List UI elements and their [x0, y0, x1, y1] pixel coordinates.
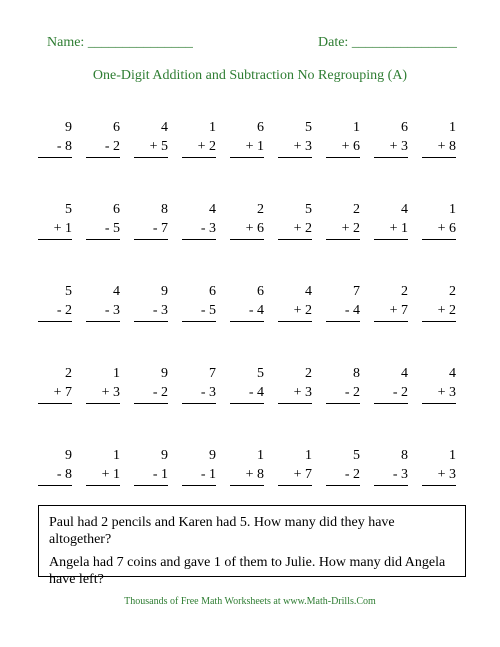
top-number: 8	[401, 448, 408, 463]
top-number: 9	[209, 448, 216, 463]
problem	[38, 364, 72, 404]
operator-number: + 2	[278, 301, 312, 322]
operator-number: - 2	[38, 301, 72, 322]
problem	[86, 446, 120, 486]
problem-row	[0, 446, 500, 496]
top-number: 5	[257, 366, 264, 381]
operator-number: + 3	[374, 137, 408, 158]
problem	[374, 446, 408, 486]
problem	[278, 118, 312, 158]
operator-number: + 2	[326, 219, 360, 240]
top-number: 7	[209, 366, 216, 381]
top-number: 6	[257, 120, 264, 135]
top-number: 6	[113, 202, 120, 217]
operator-number: + 5	[134, 137, 168, 158]
problem	[422, 446, 456, 486]
top-number: 9	[161, 284, 168, 299]
top-number: 1	[113, 366, 120, 381]
problem	[374, 200, 408, 240]
problem	[182, 200, 216, 240]
problem	[230, 200, 264, 240]
problem-row	[0, 118, 500, 168]
top-number: 9	[161, 366, 168, 381]
top-number: 4	[161, 120, 168, 135]
operator-number: + 6	[422, 219, 456, 240]
problem	[38, 282, 72, 322]
top-number: 4	[449, 366, 456, 381]
top-number: 8	[161, 202, 168, 217]
operator-number: + 8	[422, 137, 456, 158]
operator-number: - 8	[38, 137, 72, 158]
problem	[230, 282, 264, 322]
problem	[86, 282, 120, 322]
problem	[38, 200, 72, 240]
top-number: 6	[257, 284, 264, 299]
top-number: 2	[305, 366, 312, 381]
word-problem: Paul had 2 pencils and Karen had 5. How many did they have altogether?	[49, 515, 395, 547]
top-number: 2	[401, 284, 408, 299]
operator-number: + 3	[86, 383, 120, 404]
operator-number: + 3	[422, 465, 456, 486]
operator-number: - 1	[182, 465, 216, 486]
top-number: 9	[161, 448, 168, 463]
problem	[326, 364, 360, 404]
problem	[374, 364, 408, 404]
top-number: 6	[401, 120, 408, 135]
operator-number: + 1	[374, 219, 408, 240]
problem	[182, 364, 216, 404]
operator-number: + 6	[326, 137, 360, 158]
top-number: 6	[209, 284, 216, 299]
operator-number: + 7	[374, 301, 408, 322]
operator-number: - 4	[230, 383, 264, 404]
problem	[278, 282, 312, 322]
problem	[422, 118, 456, 158]
problem	[134, 446, 168, 486]
top-number: 4	[401, 202, 408, 217]
operator-number: + 3	[278, 137, 312, 158]
problem	[134, 200, 168, 240]
operator-number: - 3	[182, 219, 216, 240]
footer-text: Thousands of Free Math Worksheets at www.Math-Drills.Com	[124, 596, 376, 607]
problem	[278, 364, 312, 404]
operator-number: + 1	[230, 137, 264, 158]
operator-number: - 3	[182, 383, 216, 404]
problem	[38, 118, 72, 158]
problem	[230, 364, 264, 404]
top-number: 2	[449, 284, 456, 299]
problem	[326, 200, 360, 240]
top-number: 1	[449, 202, 456, 217]
problem	[230, 446, 264, 486]
top-number: 5	[353, 448, 360, 463]
problem	[422, 282, 456, 322]
problem	[182, 118, 216, 158]
problem	[230, 118, 264, 158]
word-problem: Angela had 7 coins and gave 1 of them to Julie. How many did Angela have left?	[49, 555, 446, 587]
operator-number: + 3	[278, 383, 312, 404]
problem	[182, 446, 216, 486]
problem	[326, 282, 360, 322]
operator-number: + 2	[278, 219, 312, 240]
top-number: 4	[113, 284, 120, 299]
operator-number: - 8	[38, 465, 72, 486]
operator-number: - 2	[86, 137, 120, 158]
problem	[182, 282, 216, 322]
top-number: 4	[209, 202, 216, 217]
problem	[134, 282, 168, 322]
top-number: 1	[209, 120, 216, 135]
top-number: 6	[113, 120, 120, 135]
problem-row	[0, 364, 500, 414]
top-number: 7	[353, 284, 360, 299]
operator-number: + 7	[278, 465, 312, 486]
problem	[422, 364, 456, 404]
operator-number: + 1	[38, 219, 72, 240]
problem	[422, 200, 456, 240]
problem	[86, 364, 120, 404]
problem-row	[0, 200, 500, 250]
top-number: 4	[401, 366, 408, 381]
operator-number: - 2	[326, 383, 360, 404]
operator-number: - 1	[134, 465, 168, 486]
problem	[86, 118, 120, 158]
operator-number: - 3	[134, 301, 168, 322]
name-field: Name: _______________	[47, 35, 193, 50]
operator-number: - 7	[134, 219, 168, 240]
word-problems-box	[38, 505, 466, 587]
top-number: 1	[449, 120, 456, 135]
operator-number: - 5	[182, 301, 216, 322]
top-number: 1	[449, 448, 456, 463]
problem-row	[0, 282, 500, 332]
problem	[134, 118, 168, 158]
operator-number: + 2	[422, 301, 456, 322]
problem	[134, 364, 168, 404]
date-field: Date: _______________	[318, 35, 457, 50]
problem	[86, 200, 120, 240]
problem	[326, 118, 360, 158]
operator-number: + 1	[86, 465, 120, 486]
top-number: 5	[65, 202, 72, 217]
top-number: 5	[305, 202, 312, 217]
top-number: 5	[305, 120, 312, 135]
operator-number: - 3	[374, 465, 408, 486]
problem	[38, 446, 72, 486]
top-number: 1	[353, 120, 360, 135]
operator-number: + 6	[230, 219, 264, 240]
problem	[326, 446, 360, 486]
top-number: 4	[305, 284, 312, 299]
worksheet-title: One-Digit Addition and Subtraction No Regrouping (A)	[92, 68, 408, 83]
operator-number: + 2	[182, 137, 216, 158]
operator-number: - 5	[86, 219, 120, 240]
operator-number: - 4	[230, 301, 264, 322]
top-number: 2	[257, 202, 264, 217]
top-number: 9	[65, 120, 72, 135]
top-number: 2	[353, 202, 360, 217]
problem	[278, 200, 312, 240]
problem	[374, 118, 408, 158]
problem	[374, 282, 408, 322]
operator-number: + 8	[230, 465, 264, 486]
operator-number: - 2	[374, 383, 408, 404]
top-number: 5	[65, 284, 72, 299]
problem	[278, 446, 312, 486]
operator-number: - 3	[86, 301, 120, 322]
top-number: 9	[65, 448, 72, 463]
top-number: 2	[65, 366, 72, 381]
operator-number: + 7	[38, 383, 72, 404]
operator-number: - 2	[134, 383, 168, 404]
top-number: 8	[353, 366, 360, 381]
operator-number: + 3	[422, 383, 456, 404]
operator-number: - 2	[326, 465, 360, 486]
top-number: 1	[257, 448, 264, 463]
top-number: 1	[305, 448, 312, 463]
top-number: 1	[113, 448, 120, 463]
operator-number: - 4	[326, 301, 360, 322]
